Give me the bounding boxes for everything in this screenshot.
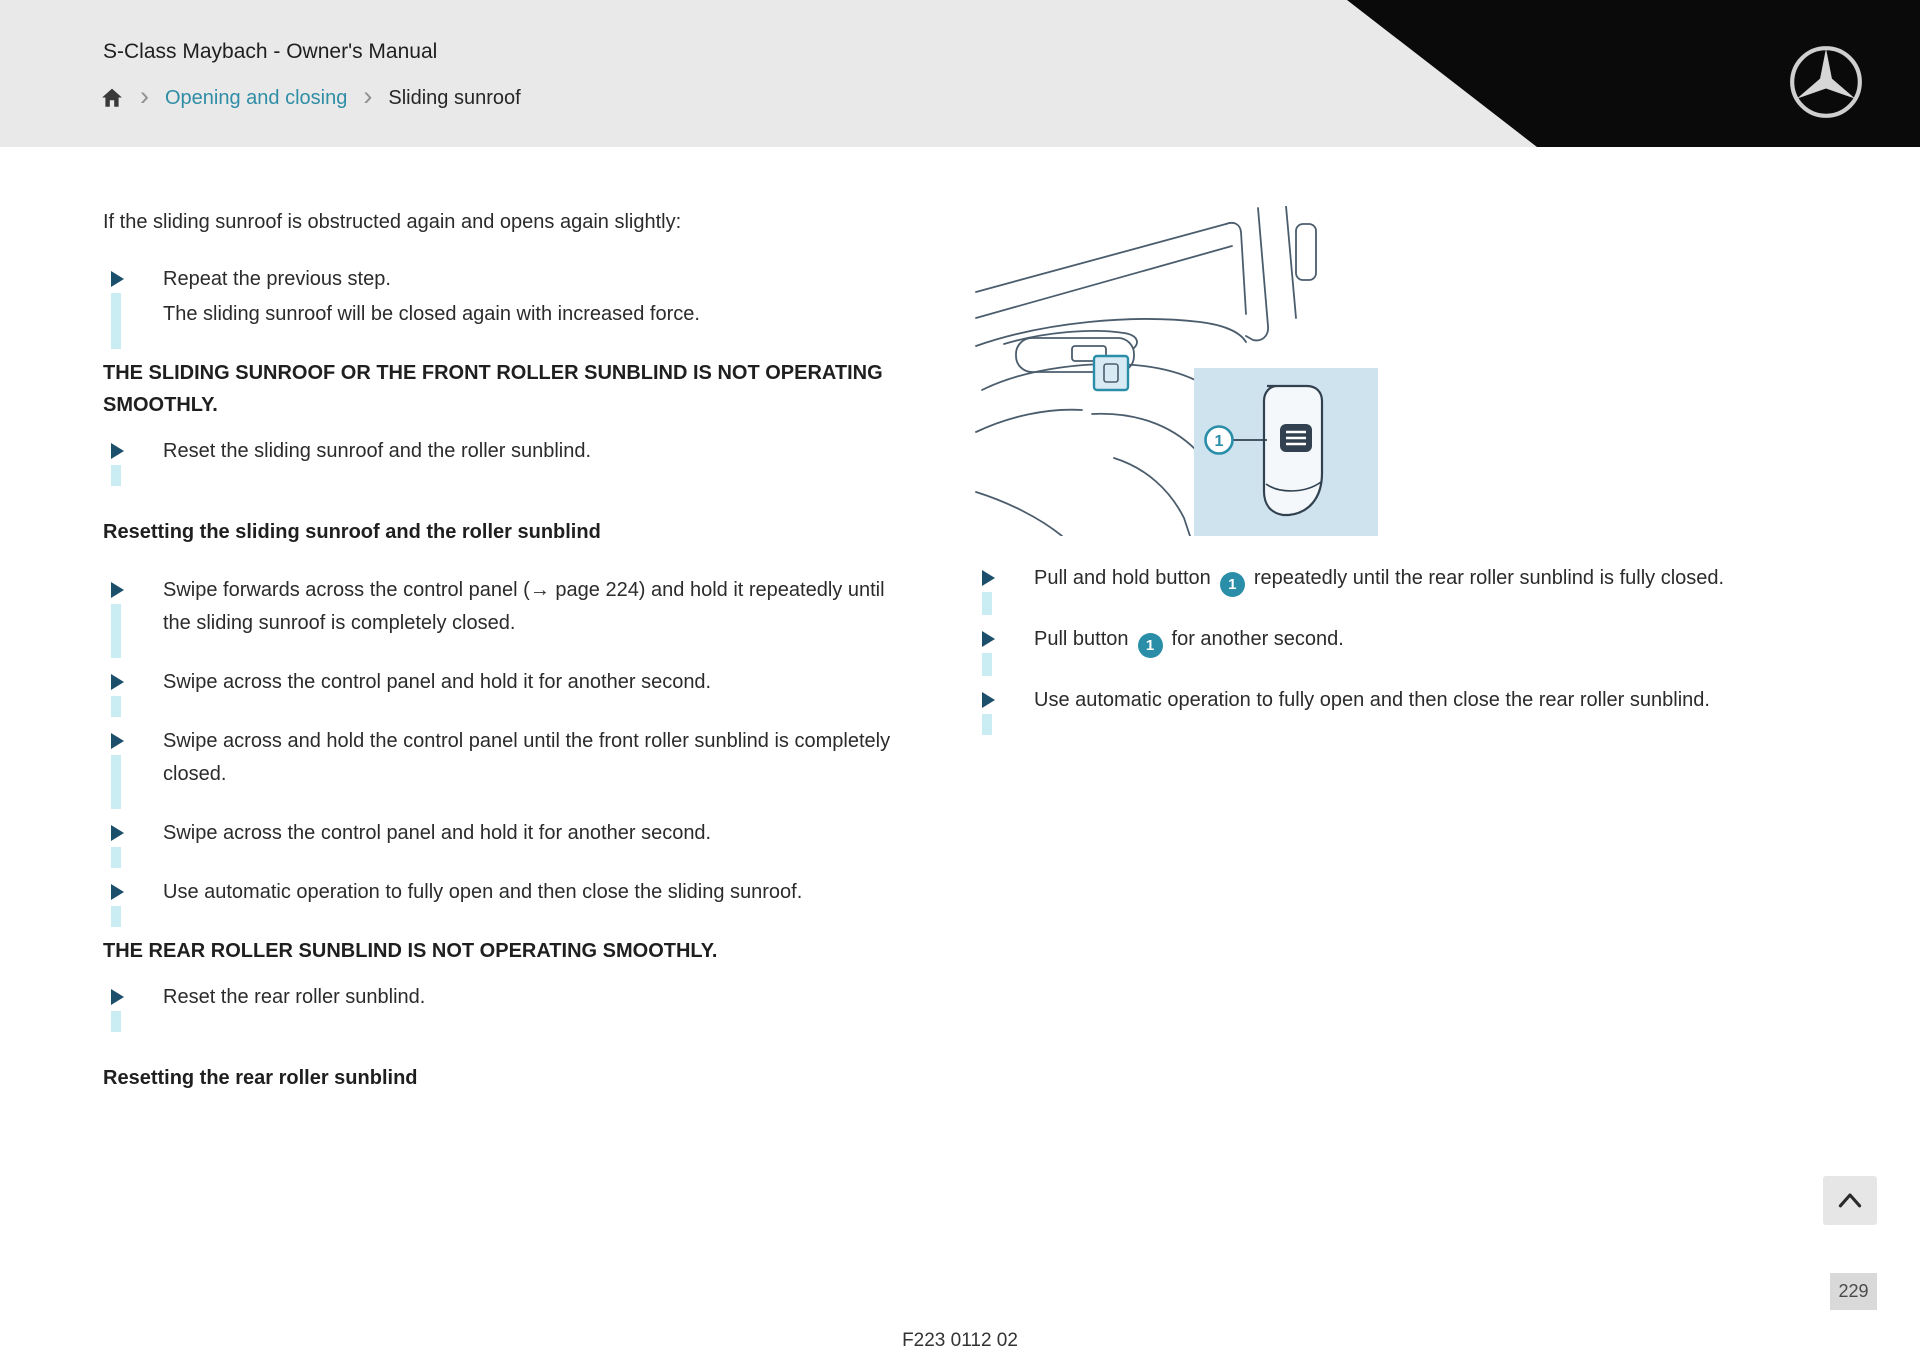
- step-accent-bar: [111, 604, 121, 658]
- step-pull-hold-button: [974, 562, 1790, 615]
- step-bullet: [111, 574, 133, 658]
- step-action: Use automatic operation to fully open and then close the sliding sunroof.: [163, 881, 803, 903]
- breadcrumb: [100, 82, 521, 114]
- step-pull-button-again: [974, 623, 1790, 676]
- step-accent-bar: [111, 465, 121, 486]
- step-accent-bar: [111, 906, 121, 927]
- step-action: Reset the rear roller sunblind.: [163, 986, 426, 1008]
- arrow-right-icon: [982, 570, 995, 586]
- step-reset-5: [103, 876, 915, 927]
- arrow-right-icon: [982, 692, 995, 708]
- step-accent-bar: [982, 653, 992, 676]
- step-accent-bar: [111, 293, 121, 349]
- heading-front-sunblind-not-smooth: THE SLIDING SUNROOF OR THE FRONT ROLLER SUNBLIND IS NOT OPERATING SMOOTHLY.: [103, 362, 883, 416]
- step-reset-4: [103, 817, 915, 868]
- step-bullet: [982, 562, 1004, 615]
- arrow-right-icon: [111, 271, 124, 287]
- step-action: Swipe across the control panel and hold it for another second.: [163, 822, 712, 844]
- step-accent-bar: [111, 755, 121, 809]
- step-action: Swipe across the control panel and hold it for another second.: [163, 671, 712, 693]
- arrow-right-icon: [111, 733, 124, 749]
- arrow-right-icon: [111, 825, 124, 841]
- manual-title: S-Class Maybach - Owner's Manual: [103, 40, 438, 63]
- breadcrumb-separator-icon: ›: [140, 80, 149, 111]
- step-note: The sliding sunroof will be closed again with increased force.: [163, 303, 700, 325]
- page-number[interactable]: 229: [1830, 1273, 1877, 1310]
- breadcrumb-separator-icon: ›: [363, 80, 373, 111]
- breadcrumb-current-sliding-sunroof: Sliding sunroof: [388, 86, 521, 109]
- step-action: Swipe forwards across the control panel (→ page 224) and hold it repeatedly until the sliding sunroof is completely closed.: [163, 579, 885, 634]
- arrow-right-icon: [111, 582, 124, 598]
- home-icon[interactable]: [100, 86, 124, 110]
- step-bullet: [111, 263, 133, 349]
- breadcrumb-opening-and-closing[interactable]: Opening and closing: [165, 86, 348, 109]
- step-action: Pull and hold button: [1034, 567, 1211, 589]
- left-column: [103, 206, 915, 1120]
- step-repeat-previous: [103, 263, 915, 349]
- step-bullet: [111, 666, 133, 717]
- step-action: Swipe across and hold the control panel until the front roller sunblind is completely closed.: [163, 730, 891, 785]
- step-accent-bar: [111, 1011, 121, 1032]
- step-bullet: [111, 981, 133, 1032]
- step-accent-bar: [111, 847, 121, 868]
- step-bullet: [111, 435, 133, 486]
- scroll-to-top-button[interactable]: [1823, 1176, 1877, 1225]
- arrow-right-icon: [111, 674, 124, 690]
- switch-location-highlight: [1094, 356, 1128, 390]
- step-reset-3: [103, 725, 915, 809]
- figure-callout-number: 1: [1214, 433, 1224, 450]
- subheading-resetting-sunroof: Resetting the sliding sunroof and the roller sunblind: [103, 521, 601, 543]
- intro-text: If the sliding sunroof is obstructed again and opens again slightly:: [103, 211, 682, 233]
- step-reset-front: [103, 435, 915, 486]
- door-panel-illustration: [974, 206, 1378, 536]
- chevron-up-icon: [1835, 1189, 1865, 1213]
- step-action: for another second.: [1171, 628, 1344, 650]
- mercedes-logo-icon: [1788, 44, 1864, 120]
- right-column: [974, 206, 1790, 743]
- button-1-badge: 1: [1138, 633, 1163, 658]
- figure-caption: F223 0112 02: [902, 1330, 1018, 1351]
- step-bullet: [111, 817, 133, 868]
- button-1-badge: 1: [1220, 572, 1245, 597]
- step-action: Pull button: [1034, 628, 1129, 650]
- step-accent-bar: [111, 696, 121, 717]
- step-action: Use automatic operation to fully open and then close the rear roller sunblind.: [1034, 689, 1710, 711]
- illustration-svg: [974, 206, 1378, 536]
- step-bullet: [982, 623, 1004, 676]
- arrow-right-icon: [982, 631, 995, 647]
- arrow-right-icon: [111, 443, 124, 459]
- header: [0, 0, 1920, 147]
- step-reset-1: [103, 574, 915, 658]
- arrow-right-icon: [111, 989, 124, 1005]
- step-action: Repeat the previous step.: [163, 268, 391, 290]
- subheading-resetting-rear-sunblind: Resetting the rear roller sunblind: [103, 1067, 418, 1089]
- step-accent-bar: [982, 592, 992, 615]
- step-reset-2: [103, 666, 915, 717]
- heading-rear-sunblind-not-smooth: THE REAR ROLLER SUNBLIND IS NOT OPERATING SMOOTHLY.: [103, 940, 718, 962]
- arrow-right-icon: [111, 884, 124, 900]
- step-bullet: [111, 876, 133, 927]
- header-black-wedge: [1347, 0, 1920, 147]
- step-action: repeatedly until the rear roller sunblind is fully closed.: [1253, 567, 1725, 589]
- step-accent-bar: [982, 714, 992, 735]
- step-automatic-operation-rear: [974, 684, 1790, 735]
- step-bullet: [111, 725, 133, 809]
- step-reset-rear: [103, 981, 915, 1032]
- step-bullet: [982, 684, 1004, 735]
- step-action: Reset the sliding sunroof and the roller sunblind.: [163, 440, 592, 462]
